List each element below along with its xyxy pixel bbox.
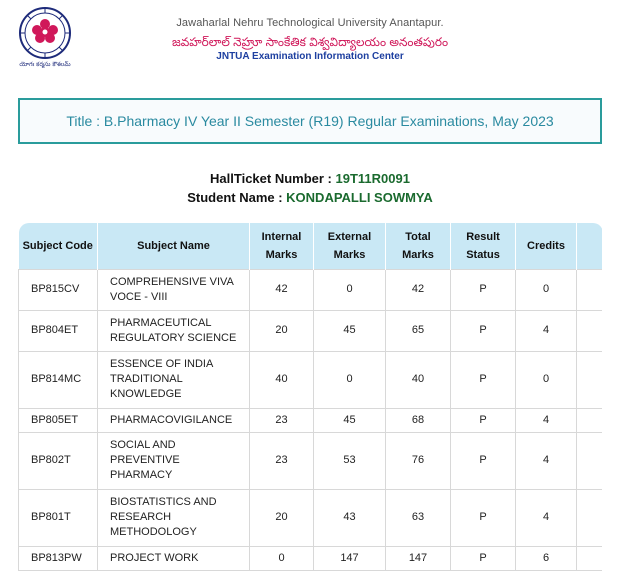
logo-motto: యోగః కర్మసు కౌశలమ్ — [19, 61, 71, 68]
cell-subject-code: BP815CV — [19, 269, 98, 310]
cell-extra — [577, 432, 603, 489]
results-table — [18, 223, 602, 571]
cell-internal-marks: 20 — [250, 489, 314, 546]
university-name-english: Jawaharlal Nehru Technological University Anantapur. — [176, 17, 444, 29]
cell-internal-marks: 23 — [250, 408, 314, 432]
cell-external-marks: 0 — [314, 269, 386, 310]
cell-subject-code: BP801T — [19, 489, 98, 546]
university-name-telugu: జవహర్‌లాల్ నెహ్రూ సాంకేతిక విశ్వవిద్యాలయం అనంతపురం — [171, 35, 449, 49]
header-total-marks: Total Marks — [386, 223, 451, 269]
cell-external-marks: 147 — [314, 546, 386, 570]
cell-subject-code: BP804ET — [19, 310, 98, 351]
cell-credits: 4 — [516, 432, 577, 489]
table-row — [19, 546, 603, 570]
header-external-marks: External Marks — [314, 223, 386, 269]
cell-credits: 0 — [516, 351, 577, 408]
cell-external-marks: 43 — [314, 489, 386, 546]
cell-extra — [577, 546, 603, 570]
cell-subject-name: PHARMACOVIGILANCE — [98, 408, 250, 432]
table-row — [19, 310, 603, 351]
cell-internal-marks: 23 — [250, 432, 314, 489]
cell-internal-marks: 42 — [250, 269, 314, 310]
cell-total-marks: 65 — [386, 310, 451, 351]
header-result-status: Result Status — [451, 223, 516, 269]
hallticket-label: HallTicket Number : — [210, 171, 332, 186]
cell-subject-name: COMPREHENSIVE VIVA VOCE - VIII — [98, 269, 250, 310]
cell-extra — [577, 408, 603, 432]
cell-subject-name: PROJECT WORK — [98, 546, 250, 570]
header-subject-name: Subject Name — [98, 223, 250, 269]
cell-total-marks: 147 — [386, 546, 451, 570]
cell-total-marks: 63 — [386, 489, 451, 546]
cell-credits: 4 — [516, 489, 577, 546]
student-name-value: KONDAPALLI SOWMYA — [286, 190, 433, 205]
header-credits: Credits — [516, 223, 577, 269]
cell-result-status: P — [451, 408, 516, 432]
cell-subject-name: SOCIAL AND PREVENTIVE PHARMACY — [98, 432, 250, 489]
cell-external-marks: 53 — [314, 432, 386, 489]
cell-result-status: P — [451, 546, 516, 570]
table-row — [19, 432, 603, 489]
exam-title: Title : B.Pharmacy IV Year II Semester (R19) Regular Examinations, May 2023 — [66, 113, 554, 129]
cell-extra — [577, 310, 603, 351]
cell-subject-code: BP813PW — [19, 546, 98, 570]
page-header — [0, 0, 620, 78]
cell-subject-name: BIOSTATISTICS AND RESEARCH METHODOLOGY — [98, 489, 250, 546]
cell-extra — [577, 351, 603, 408]
cell-result-status: P — [451, 489, 516, 546]
cell-internal-marks: 0 — [250, 546, 314, 570]
cell-subject-name: ESSENCE OF INDIA TRADITIONAL KNOWLEDGE — [98, 351, 250, 408]
cell-credits: 4 — [516, 408, 577, 432]
header-internal-marks: Internal Marks — [250, 223, 314, 269]
table-header-row — [19, 223, 603, 269]
cell-credits: 4 — [516, 310, 577, 351]
cell-result-status: P — [451, 269, 516, 310]
cell-result-status: P — [451, 432, 516, 489]
table-row — [19, 408, 603, 432]
cell-total-marks: 42 — [386, 269, 451, 310]
student-name-label: Student Name : — [187, 190, 283, 205]
student-name-row — [0, 190, 620, 205]
cell-external-marks: 45 — [314, 310, 386, 351]
cell-subject-code: BP805ET — [19, 408, 98, 432]
cell-subject-name: PHARMACEUTICAL REGULATORY SCIENCE — [98, 310, 250, 351]
header-extra — [577, 223, 603, 269]
exam-center-name: JNTUA Examination Information Center — [216, 51, 404, 62]
cell-internal-marks: 20 — [250, 310, 314, 351]
cell-total-marks: 76 — [386, 432, 451, 489]
cell-internal-marks: 40 — [250, 351, 314, 408]
cell-subject-code: BP814MC — [19, 351, 98, 408]
cell-total-marks: 68 — [386, 408, 451, 432]
hallticket-row — [0, 171, 620, 186]
cell-extra — [577, 489, 603, 546]
cell-external-marks: 45 — [314, 408, 386, 432]
table-row — [19, 489, 603, 546]
header-subject-code: Subject Code — [19, 223, 98, 269]
table-row — [19, 269, 603, 310]
results-table-container — [18, 223, 602, 580]
cell-credits: 6 — [516, 546, 577, 570]
exam-title-box — [18, 98, 602, 144]
table-row — [19, 351, 603, 408]
cell-extra — [577, 269, 603, 310]
cell-result-status: P — [451, 310, 516, 351]
cell-external-marks: 0 — [314, 351, 386, 408]
cell-total-marks: 40 — [386, 351, 451, 408]
cell-credits: 0 — [516, 269, 577, 310]
cell-result-status: P — [451, 351, 516, 408]
hallticket-value: 19T11R0091 — [335, 171, 410, 186]
cell-subject-code: BP802T — [19, 432, 98, 489]
